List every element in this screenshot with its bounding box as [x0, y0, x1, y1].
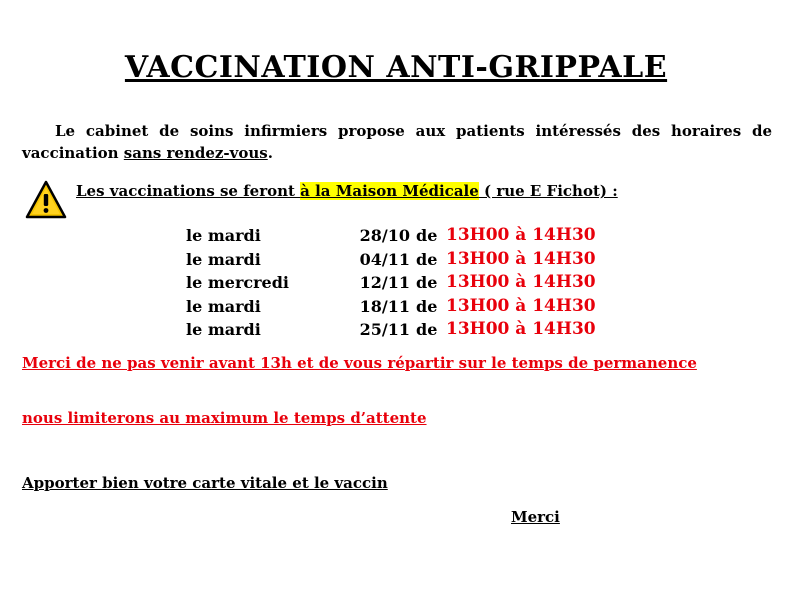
location-line — [76, 180, 618, 202]
location-suffix: ( rue E Fichot) : — [478, 182, 618, 200]
schedule-date: 28/10 — [359, 226, 410, 245]
schedule-date: 25/11 — [359, 320, 410, 339]
schedule-day: le mardi — [186, 226, 261, 245]
intro-paragraph — [22, 120, 772, 164]
location-prefix: Les vaccinations se feront — [76, 182, 301, 200]
intro-end: . — [267, 144, 273, 162]
schedule-day: le mercredi — [186, 273, 289, 292]
intro-emphasis: sans rendez-vous — [123, 144, 268, 162]
schedule-day: le mardi — [186, 249, 261, 269]
schedule-de: de — [416, 273, 438, 292]
schedule-hours: 13H00 à 14H30 — [446, 225, 596, 245]
warning-icon — [25, 180, 67, 220]
schedule-date: 12/11 — [359, 273, 410, 292]
location-place: à la Maison Médicale — [300, 182, 479, 200]
schedule-de: de — [416, 249, 438, 269]
schedule-hours: 13H00 à 14H30 — [446, 248, 596, 269]
page-title: VACCINATION ANTI-GRIPPALE — [124, 50, 668, 85]
schedule-date: 18/11 — [359, 296, 410, 316]
schedule-de: de — [416, 320, 438, 339]
thanks-signoff: Merci — [511, 508, 560, 526]
schedule-hours: 13H00 à 14H30 — [446, 272, 596, 292]
bring-reminder: Apporter bien votre carte vitale et le vaccin — [22, 474, 388, 492]
notice-arrival: Merci de ne pas venir avant 13h et de vous répartir sur le temps de permanence — [22, 354, 697, 372]
notice-waiting: nous limiterons au maximum le temps d’attente — [22, 409, 427, 427]
schedule-day: le mardi — [186, 296, 261, 316]
schedule-date: 04/11 — [359, 249, 410, 269]
schedule-de: de — [416, 296, 438, 316]
schedule-hours: 13H00 à 14H30 — [446, 319, 596, 339]
schedule-de: de — [416, 226, 438, 245]
intro-text: Le cabinet de soins infirmiers propose aux patients intéressés des horaires de vaccination — [22, 122, 772, 162]
schedule-day: le mardi — [186, 320, 261, 339]
schedule-hours: 13H00 à 14H30 — [446, 295, 596, 316]
